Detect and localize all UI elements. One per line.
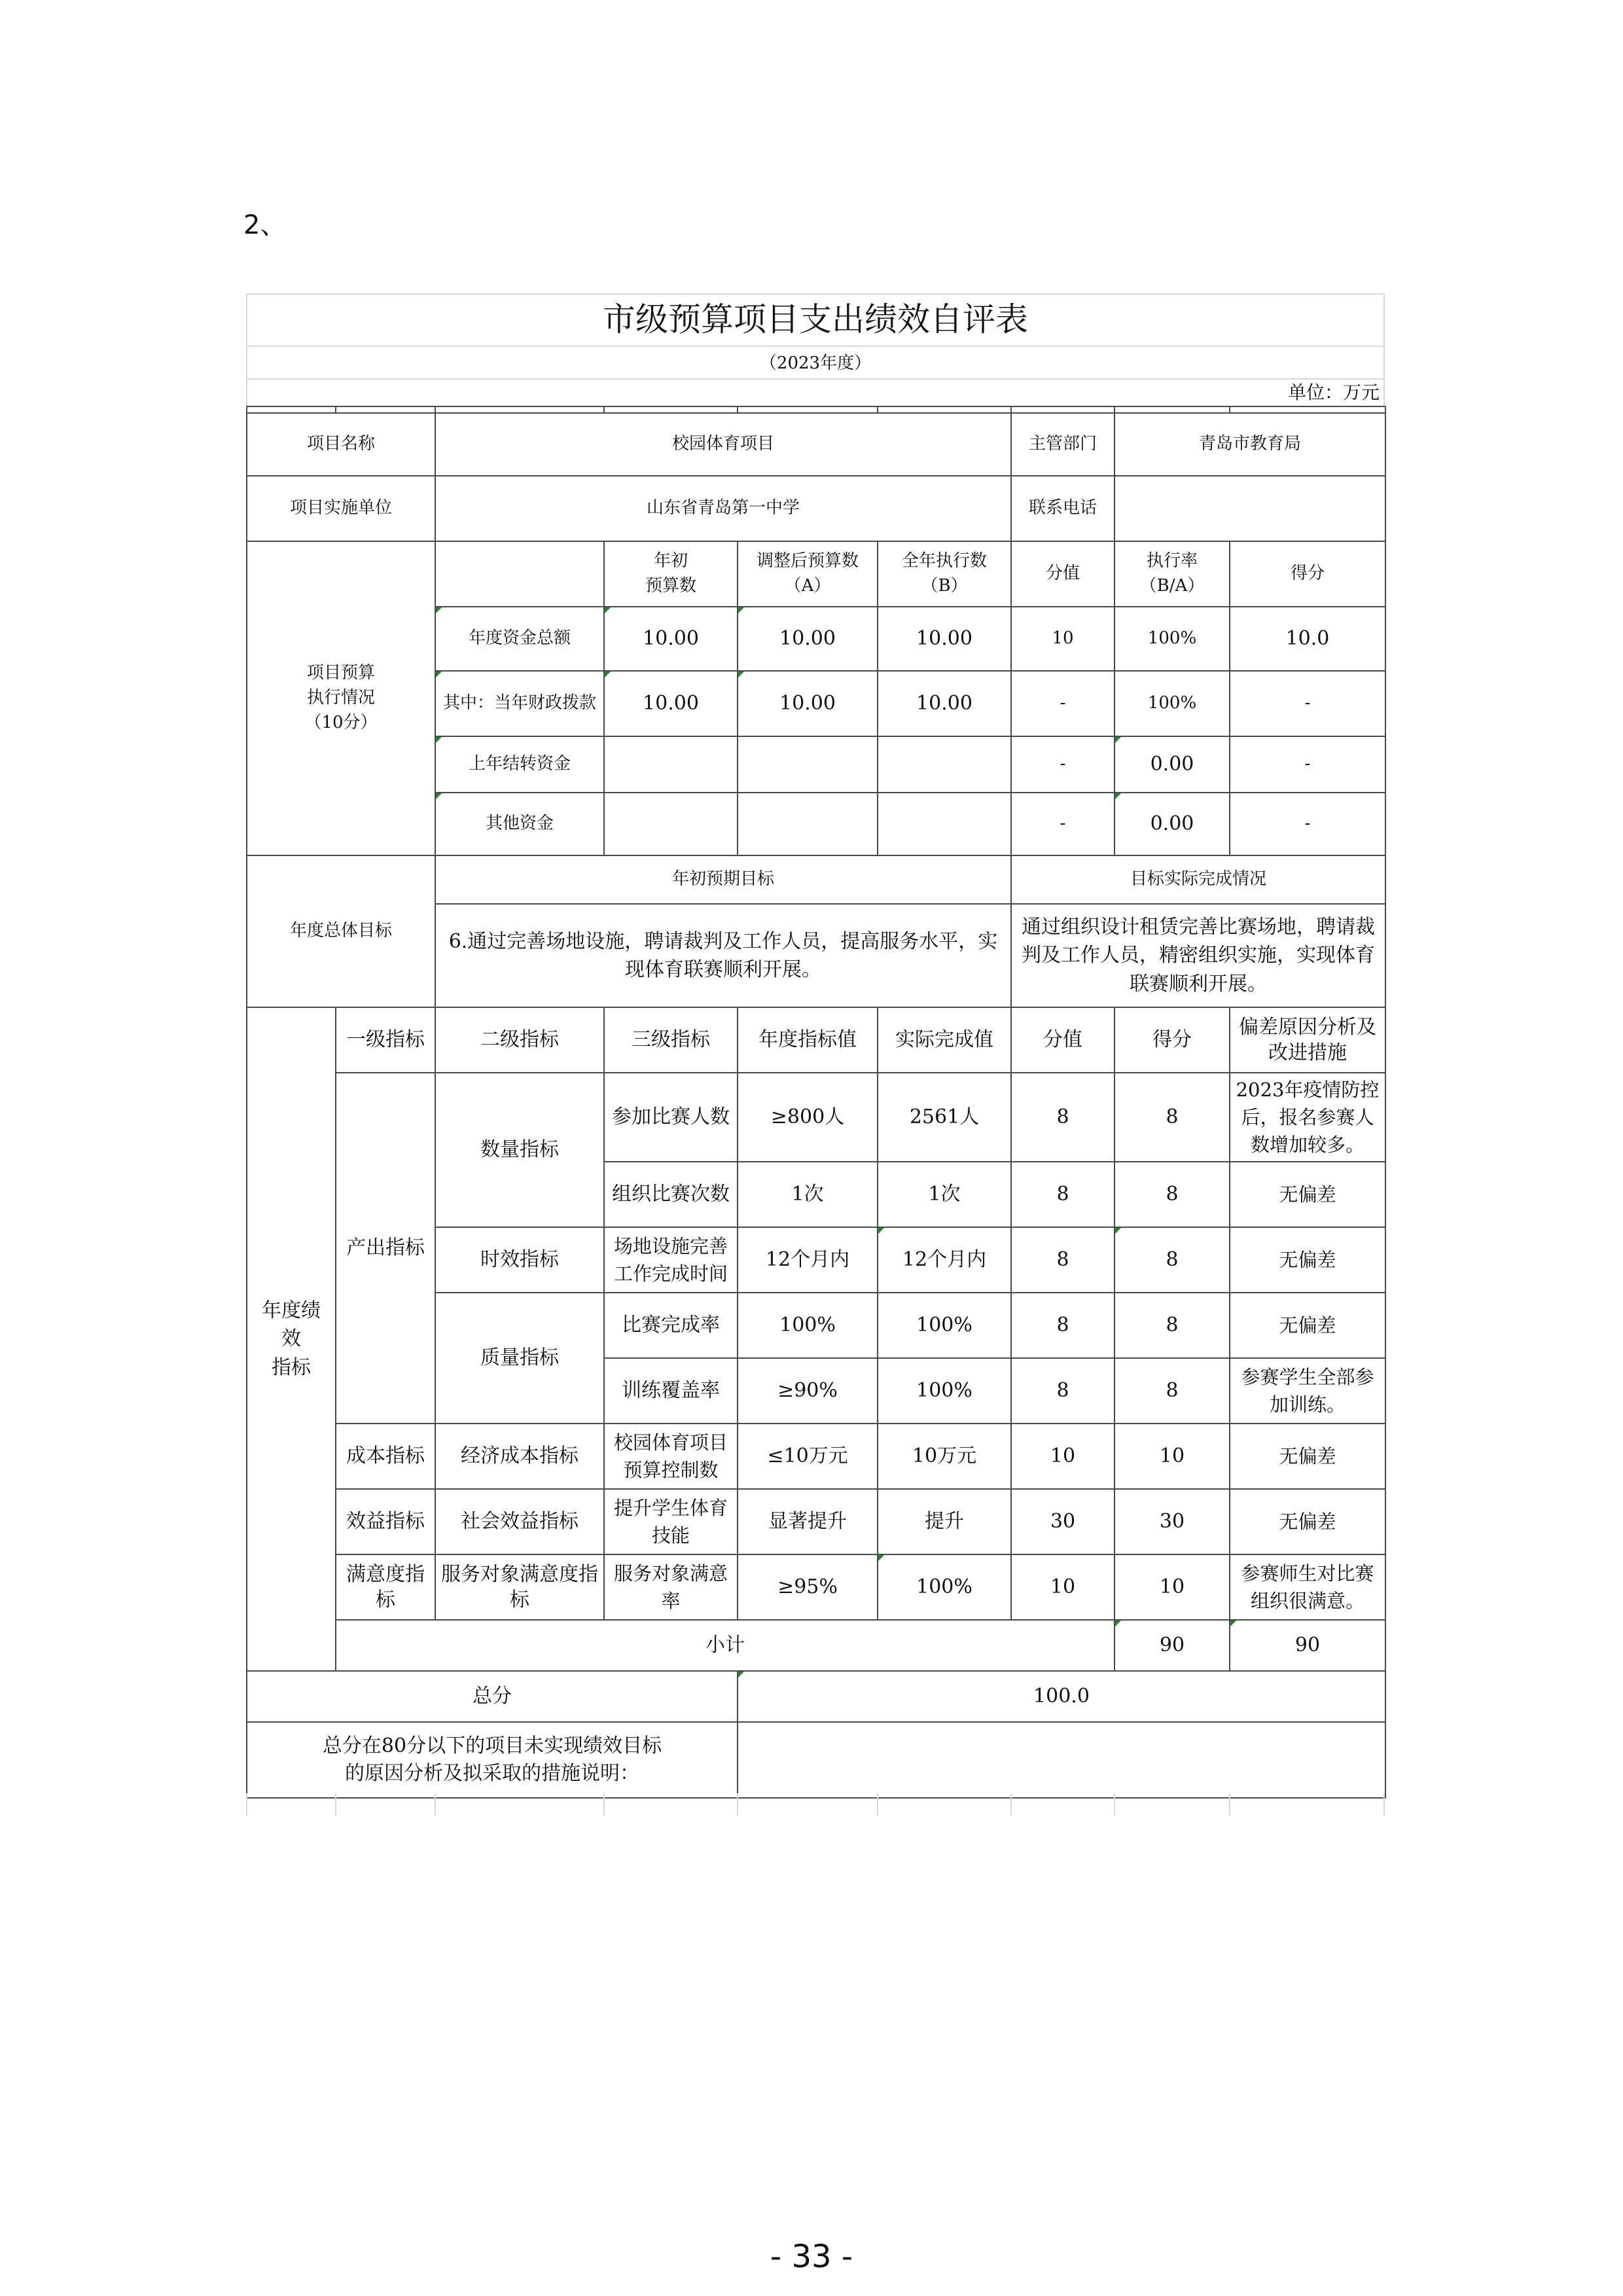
indicator-target: ≥90% — [738, 1358, 878, 1424]
indicator-name: 训练覆盖率 — [604, 1358, 738, 1424]
budget-row-executed — [878, 793, 1011, 855]
indicator-target: 100% — [738, 1293, 878, 1358]
budget-row-label: 年度资金总额 — [435, 607, 604, 671]
indicator-name: 参加比赛人数 — [604, 1073, 738, 1162]
indicator-target: ≥800人 — [738, 1073, 878, 1162]
indicator-reason: 无偏差 — [1230, 1227, 1385, 1293]
total-label: 总分 — [247, 1671, 738, 1722]
indicator-name: 提升学生体育技能 — [604, 1489, 738, 1554]
header-reason: 偏差原因分析及 改进措施 — [1230, 1007, 1385, 1073]
header-got: 得分 — [1115, 1007, 1230, 1073]
budget-row-label: 上年结转资金 — [435, 736, 604, 793]
indicator-reason: 参赛学生全部参加训练。 — [1230, 1358, 1385, 1424]
indicator-actual: 10万元 — [878, 1424, 1011, 1489]
indicator-actual: 提升 — [878, 1489, 1011, 1554]
time-indicator-label: 时效指标 — [435, 1227, 604, 1293]
budget-row-got: - — [1230, 793, 1385, 855]
header-level2: 二级指标 — [435, 1007, 604, 1073]
explanation-value — [738, 1722, 1385, 1798]
budget-header-blank — [435, 541, 604, 607]
trailing-grid-line — [877, 1793, 878, 1816]
indicators-section-label: 年度绩效 指标 — [247, 1007, 336, 1671]
indicator-name: 组织比赛次数 — [604, 1162, 738, 1227]
budget-row-got: 10.0 — [1230, 607, 1385, 671]
form-subtitle: （2023年度） — [759, 353, 872, 373]
page-number: - 33 - — [770, 2238, 853, 2275]
indicator-actual: 100% — [878, 1293, 1011, 1358]
indicator-score: 10 — [1011, 1554, 1115, 1620]
header-level3: 三级指标 — [604, 1007, 738, 1073]
indicator-actual: 100% — [878, 1358, 1011, 1424]
indicator-reason: 2023年疫情防控后，报名参赛人数增加较多。 — [1230, 1073, 1385, 1162]
quality-indicator-label: 质量指标 — [435, 1293, 604, 1424]
indicator-score: 8 — [1011, 1358, 1115, 1424]
budget-header-rate: 执行率（B/A） — [1115, 541, 1230, 607]
project-name-label: 项目名称 — [247, 413, 435, 476]
budget-row-executed: 10.00 — [878, 671, 1011, 736]
indicator-actual: 100% — [878, 1554, 1011, 1620]
indicator-target: ≤10万元 — [738, 1424, 878, 1489]
output-indicator-label: 产出指标 — [336, 1073, 435, 1424]
indicator-score: 8 — [1011, 1073, 1115, 1162]
indicator-score: 8 — [1011, 1227, 1115, 1293]
indicator-got: 30 — [1115, 1489, 1230, 1554]
header-level1: 一级指标 — [336, 1007, 435, 1073]
budget-row-initial — [604, 736, 738, 793]
unit-label: 单位：万元 — [1287, 382, 1380, 403]
budget-row-adjusted — [738, 793, 878, 855]
indicator-target: 1次 — [738, 1162, 878, 1227]
subtotal-score: 90 — [1115, 1620, 1230, 1671]
trailing-grid-line — [435, 1793, 436, 1816]
form-title: 市级预算项目支出绩效自评表 — [603, 300, 1028, 338]
budget-row-score: - — [1011, 793, 1115, 855]
budget-row-initial — [604, 793, 738, 855]
trailing-grid-line — [246, 1793, 247, 1816]
budget-header-adjusted: 调整后预算数 （A） — [738, 541, 878, 607]
header-actual: 实际完成值 — [878, 1007, 1011, 1073]
indicator-name: 场地设施完善工作完成时间 — [604, 1227, 738, 1293]
budget-row-score: - — [1011, 671, 1115, 736]
indicator-name: 服务对象满意率 — [604, 1554, 738, 1620]
goals-planned-header: 年初预期目标 — [435, 855, 1011, 904]
budget-section-label: 项目预算 执行情况 （10分） — [247, 541, 435, 855]
trailing-grid-line — [335, 1793, 336, 1816]
phone-value — [1115, 476, 1385, 541]
indicator-actual: 1次 — [878, 1162, 1011, 1227]
project-name-value: 校园体育项目 — [435, 413, 1011, 476]
benefit-indicator-label: 效益指标 — [336, 1489, 435, 1554]
budget-row-rate: 0.00 — [1115, 793, 1230, 855]
budget-row-initial: 10.00 — [604, 671, 738, 736]
indicator-got: 8 — [1115, 1358, 1230, 1424]
budget-row-executed: 10.00 — [878, 607, 1011, 671]
econ-cost-indicator-label: 经济成本指标 — [435, 1424, 604, 1489]
header-target: 年度指标值 — [738, 1007, 878, 1073]
budget-row-adjusted — [738, 736, 878, 793]
indicator-score: 8 — [1011, 1162, 1115, 1227]
budget-row-label: 其中：当年财政拨款 — [435, 671, 604, 736]
cost-indicator-label: 成本指标 — [336, 1424, 435, 1489]
budget-row-got: - — [1230, 736, 1385, 793]
phone-label: 联系电话 — [1011, 476, 1115, 541]
goals-actual-text: 通过组织设计租赁完善比赛场地，聘请裁判及工作人员，精密组织实施，实现体育联赛顺利开展。 — [1011, 904, 1385, 1007]
budget-row-executed — [878, 736, 1011, 793]
indicator-score: 10 — [1011, 1424, 1115, 1489]
indicator-got: 10 — [1115, 1554, 1230, 1620]
indicator-score: 8 — [1011, 1293, 1115, 1358]
budget-row-rate: 100% — [1115, 607, 1230, 671]
trailing-grid-line — [1229, 1793, 1230, 1816]
indicator-got: 8 — [1115, 1293, 1230, 1358]
indicator-name: 校园体育项目预算控制数 — [604, 1424, 738, 1489]
indicator-reason: 无偏差 — [1230, 1424, 1385, 1489]
budget-row-score: - — [1011, 736, 1115, 793]
subtotal-label: 小计 — [336, 1620, 1115, 1671]
implementing-unit-value: 山东省青岛第一中学 — [435, 476, 1011, 541]
goals-section-label: 年度总体目标 — [247, 855, 435, 1007]
indicator-reason: 无偏差 — [1230, 1293, 1385, 1358]
budget-header-executed: 全年执行数 （B） — [878, 541, 1011, 607]
header-score: 分值 — [1011, 1007, 1115, 1073]
indicator-got: 8 — [1115, 1162, 1230, 1227]
satisfaction-indicator-label: 满意度指 标 — [336, 1554, 435, 1620]
dept-value: 青岛市教育局 — [1115, 413, 1385, 476]
budget-row-rate: 100% — [1115, 671, 1230, 736]
goals-planned-text: 6.通过完善场地设施，聘请裁判及工作人员，提高服务水平，实现体育联赛顺利开展。 — [435, 904, 1011, 1007]
indicator-actual: 12个月内 — [878, 1227, 1011, 1293]
indicator-score: 30 — [1011, 1489, 1115, 1554]
section-number: 2、 — [243, 210, 287, 240]
trailing-grid-line — [1383, 1793, 1385, 1816]
trailing-grid-line — [737, 1793, 738, 1816]
budget-row-label: 其他资金 — [435, 793, 604, 855]
implementing-unit-label: 项目实施单位 — [247, 476, 435, 541]
quantity-indicator-label: 数量指标 — [435, 1073, 604, 1227]
indicator-reason: 无偏差 — [1230, 1489, 1385, 1554]
indicator-target: ≥95% — [738, 1554, 878, 1620]
indicator-target: 12个月内 — [738, 1227, 878, 1293]
service-satisfaction-indicator-label: 服务对象满意度指 标 — [435, 1554, 604, 1620]
budget-header-score: 分值 — [1011, 541, 1115, 607]
budget-row-adjusted: 10.00 — [738, 607, 878, 671]
indicator-got: 8 — [1115, 1227, 1230, 1293]
indicator-actual: 2561人 — [878, 1073, 1011, 1162]
trailing-grid-line — [603, 1793, 605, 1816]
subtotal-got: 90 — [1230, 1620, 1385, 1671]
budget-header-got: 得分 — [1230, 541, 1385, 607]
dept-label: 主管部门 — [1011, 413, 1115, 476]
total-value: 100.0 — [738, 1671, 1385, 1722]
evaluation-table — [246, 406, 1386, 1799]
trailing-grid-line — [1010, 1793, 1012, 1816]
budget-row-initial: 10.00 — [604, 607, 738, 671]
indicator-target: 显著提升 — [738, 1489, 878, 1554]
budget-row-adjusted: 10.00 — [738, 671, 878, 736]
indicator-reason: 参赛师生对比赛组织很满意。 — [1230, 1554, 1385, 1620]
social-benefit-indicator-label: 社会效益指标 — [435, 1489, 604, 1554]
indicator-name: 比赛完成率 — [604, 1293, 738, 1358]
budget-header-initial: 年初 预算数 — [604, 541, 738, 607]
indicator-reason: 无偏差 — [1230, 1162, 1385, 1227]
trailing-grid-line — [1114, 1793, 1115, 1816]
budget-row-got: - — [1230, 671, 1385, 736]
indicator-got: 10 — [1115, 1424, 1230, 1489]
budget-row-score: 10 — [1011, 607, 1115, 671]
budget-row-rate: 0.00 — [1115, 736, 1230, 793]
indicator-got: 8 — [1115, 1073, 1230, 1162]
goals-actual-header: 目标实际完成情况 — [1011, 855, 1385, 904]
explanation-label: 总分在80分以下的项目未实现绩效目标 的原因分析及拟采取的措施说明： — [247, 1722, 738, 1798]
